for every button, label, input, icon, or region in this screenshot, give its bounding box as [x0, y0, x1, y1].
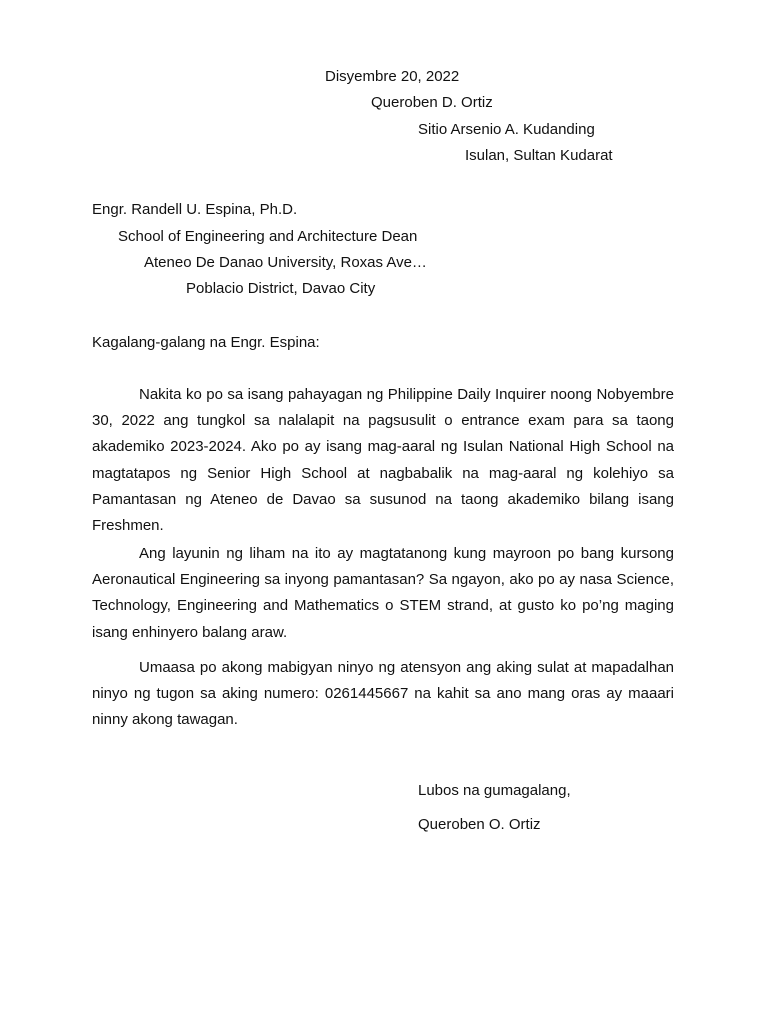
recipient-name: Engr. Randell U. Espina, Ph.D.: [92, 201, 298, 218]
complimentary-closing: Lubos na gumagalang,: [418, 782, 571, 799]
sender-address-line1: Sitio Arsenio A. Kudanding: [418, 121, 595, 138]
letter-date: Disyembre 20, 2022: [325, 68, 460, 85]
salutation: Kagalang-galang na Engr. Espina:: [92, 334, 320, 351]
recipient-title: School of Engineering and Architecture Dean: [118, 228, 418, 245]
body-paragraph-1: Nakita ko po sa isang pahayagan ng Philippine Daily Inquirer noong Nobyembre 30, 2022 ang tungkol sa nalalapit na pagsusulit o entrance exam para sa taong akademiko 2023-2024. Ako po ay isang mag-aaral ng Isulan National High School na magtatapos ng Senior High School at nagbabalik na mag-aaral ng kolehiyo sa Pamantasan ng Ateneo de Davao sa susunod na taong akademiko bilang isang Freshmen.: [92, 386, 674, 535]
sender-name: Queroben D. Ortiz: [371, 94, 493, 111]
signature-name: Queroben O. Ortiz: [418, 816, 541, 833]
recipient-institution: Ateneo De Danao University, Roxas Ave…: [144, 254, 427, 271]
recipient-district: Poblacio District, Davao City: [186, 280, 376, 297]
body-paragraph-3: Umaasa po akong mabigyan ninyo ng atensyon ang aking sulat at mapadalhan ninyo ng tugon sa aking numero: 0261445667 na kahit sa ano mang oras ay maaari ninny akong tawagan.: [92, 659, 674, 729]
sender-address-line2: Isulan, Sultan Kudarat: [465, 147, 613, 164]
body-paragraph-2: Ang layunin ng liham na ito ay magtatanong kung mayroon po bang kursong Aeronautical Engineering sa inyong pamantasan? Sa ngayon, ako po ay nasa Science, Technology, Engineering and Mathematics o STEM strand, at gusto ko po’ng maging isang enhinyero balang araw.: [92, 545, 674, 641]
